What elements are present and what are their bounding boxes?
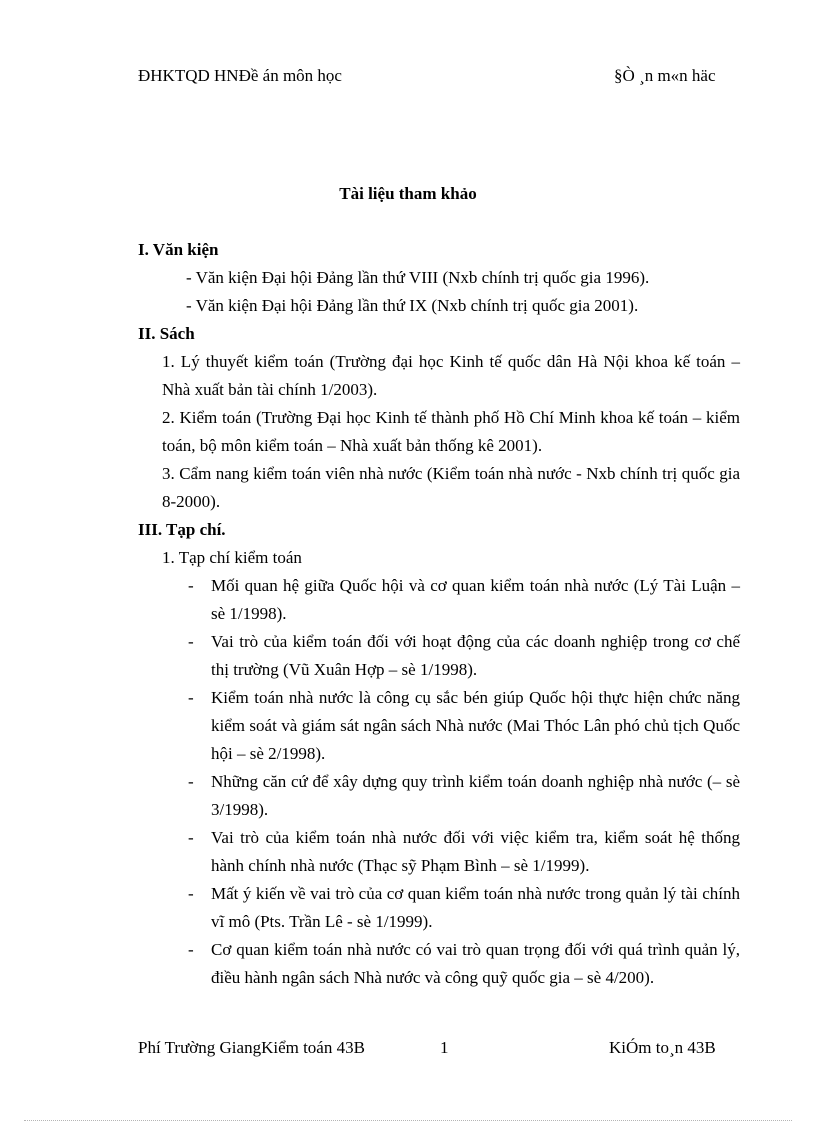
list-item-text: Mất ý kiến về vai trò của cơ quan kiểm toán nhà nước trong quản lý tài chính vĩ mô (Pts. Trần Lê - sè 1/1999). — [211, 884, 740, 931]
bullet-dash: - — [188, 884, 194, 903]
list-item: - Văn kiện Đại hội Đảng lần thứ VIII (Nxb chính trị quốc gia 1996). — [186, 268, 650, 287]
header-right: §Ò ¸n m«n häc — [614, 66, 716, 85]
list-item — [138, 768, 740, 824]
list-item-text: Những căn cứ để xây dựng quy trình kiểm toán doanh nghiệp nhà nước (– sè 3/1998). — [211, 772, 740, 819]
list-item — [138, 684, 740, 768]
list-item — [138, 572, 740, 628]
bullet-dash: - — [188, 828, 194, 847]
list-item — [138, 936, 740, 992]
bullet-dash: - — [188, 688, 194, 707]
footer-left: Phí Trường GiangKiểm toán 43B — [138, 1038, 365, 1057]
section-heading: III. Tạp chí. — [138, 520, 226, 539]
list-item — [138, 880, 740, 936]
list-item: 2. Kiểm toán (Trường Đại học Kinh tế thành phố Hồ Chí Minh khoa kế toán – kiểm toán, bộ môn kiểm toán – Nhà xuất bản thống kê 2001). — [162, 408, 740, 455]
bullet-dash: - — [188, 940, 194, 959]
list-item-text: Vai trò của kiểm toán nhà nước đối với việc kiểm tra, kiểm soát hệ thống hành chính nhà nước (Thạc sỹ Phạm Bình – sè 1/1999). — [211, 828, 740, 875]
list-item: 1. Lý thuyết kiểm toán (Trường đại học Kinh tế quốc dân Hà Nội khoa kế toán – Nhà xuất bản tài chính 1/2003). — [162, 352, 740, 399]
document-body — [138, 236, 740, 992]
page-number: 1 — [440, 1038, 449, 1057]
bullet-list — [138, 572, 740, 992]
section-heading: II. Sách — [138, 324, 195, 343]
bullet-dash: - — [188, 772, 194, 791]
page-break-divider — [24, 1120, 792, 1121]
list-item-text: Vai trò của kiểm toán đối với hoạt động của các doanh nghiệp trong cơ chế thị trường (Vũ Xuân Hợp – sè 1/1998). — [211, 632, 740, 679]
footer-right: KiÓm to¸n 43B — [609, 1038, 716, 1057]
page-title: Tài liệu tham khảo — [339, 184, 477, 203]
list-item — [138, 824, 740, 880]
section-heading: I. Văn kiện — [138, 240, 219, 259]
header-left: ĐHKTQD HNĐề án môn học — [138, 66, 342, 85]
list-item-text: Mối quan hệ giữa Quốc hội và cơ quan kiểm toán nhà nước (Lý Tài Luận – sè 1/1998). — [211, 576, 740, 623]
list-item: 3. Cẩm nang kiểm toán viên nhà nước (Kiểm toán nhà nước - Nxb chính trị quốc gia 8-2000). — [162, 464, 740, 511]
list-item-text: Kiểm toán nhà nước là công cụ sắc bén giúp Quốc hội thực hiện chức năng kiểm soát và giám sát ngân sách Nhà nước (Mai Thóc Lân phó chủ tịch Quốc hội – sè 2/1998). — [211, 688, 740, 763]
bullet-dash: - — [188, 632, 194, 651]
bullet-dash: - — [188, 576, 194, 595]
list-item — [138, 628, 740, 684]
list-item: - Văn kiện Đại hội Đảng lần thứ IX (Nxb chính trị quốc gia 2001). — [186, 296, 639, 315]
list-item-text: Cơ quan kiểm toán nhà nước có vai trò quan trọng đối với quá trình quản lý, điều hành ngân sách Nhà nước và công quỹ quốc gia – sè 4/200). — [211, 940, 740, 987]
subsection-heading: 1. Tạp chí kiểm toán — [162, 548, 302, 567]
